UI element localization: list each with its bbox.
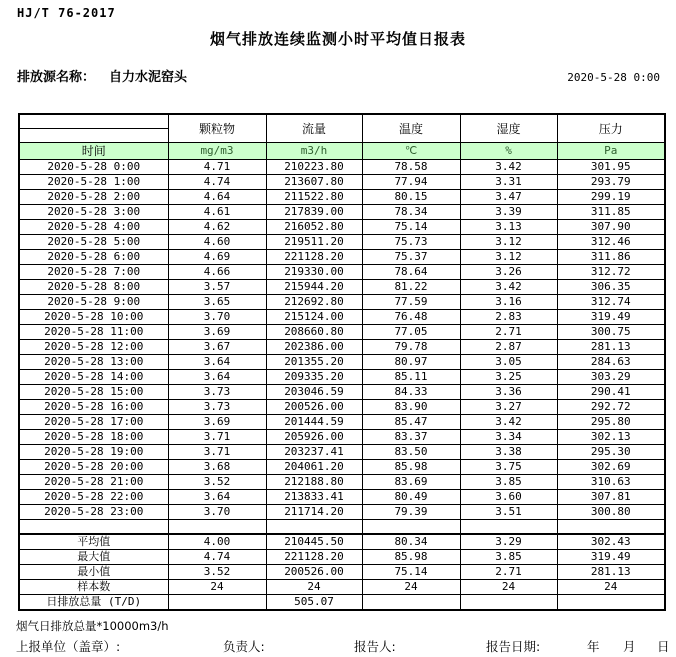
value-cell: 85.11	[362, 370, 460, 385]
table-row	[19, 460, 665, 475]
value-cell: 3.13	[460, 220, 557, 235]
value-cell: 312.46	[557, 235, 665, 250]
value-cell: 201444.59	[266, 415, 362, 430]
value-cell: 83.50	[362, 445, 460, 460]
value-cell: 3.16	[460, 295, 557, 310]
value-cell: 3.64	[168, 370, 266, 385]
value-cell: 3.47	[460, 190, 557, 205]
row-label: 日排放总量 (T/D)	[19, 595, 168, 611]
value-cell: 303.29	[557, 370, 665, 385]
table-row	[19, 265, 665, 280]
reporting-unit-label: 上报单位（盖章）:	[16, 639, 121, 654]
value-cell: 85.98	[362, 550, 460, 565]
month-label: 月	[623, 639, 636, 654]
value-cell: 80.15	[362, 190, 460, 205]
value-cell: 300.75	[557, 325, 665, 340]
value-cell: 217839.00	[266, 205, 362, 220]
value-cell: 75.14	[362, 220, 460, 235]
standard-number: HJ/T 76-2017	[17, 6, 116, 20]
value-cell: 24	[168, 580, 266, 595]
table-row	[19, 400, 665, 415]
value-cell: 4.66	[168, 265, 266, 280]
empty-cell	[557, 520, 665, 535]
value-cell: 203046.59	[266, 385, 362, 400]
value-cell: 205926.00	[266, 430, 362, 445]
value-cell: 79.39	[362, 505, 460, 520]
table-row	[19, 295, 665, 310]
value-cell: 299.19	[557, 190, 665, 205]
table-row	[19, 235, 665, 250]
value-cell: 3.38	[460, 445, 557, 460]
value-cell: 3.42	[460, 280, 557, 295]
emission-source	[17, 66, 187, 85]
value-cell: 3.42	[460, 160, 557, 175]
time-cell: 2020-5-28 13:00	[19, 355, 168, 370]
value-cell: 3.70	[168, 505, 266, 520]
value-cell: 302.43	[557, 534, 665, 550]
total-emission-footnote: 烟气日排放总量*10000m3/h	[16, 619, 169, 633]
spacer-row	[19, 520, 665, 535]
table-row	[19, 415, 665, 430]
col-header-humidity: 湿度	[460, 114, 557, 143]
table-row	[19, 445, 665, 460]
value-cell: 78.64	[362, 265, 460, 280]
emission-source-label: 排放源名称：	[17, 70, 96, 85]
unit-particulate: mg/m3	[168, 143, 266, 160]
value-cell: 83.69	[362, 475, 460, 490]
report-date-label: 报告日期:	[486, 639, 541, 654]
time-cell: 2020-5-28 1:00	[19, 175, 168, 190]
table-row	[19, 550, 665, 565]
value-cell	[557, 595, 665, 611]
day-label: 日	[657, 639, 670, 654]
value-cell: 312.72	[557, 265, 665, 280]
value-cell: 300.80	[557, 505, 665, 520]
value-cell: 200526.00	[266, 400, 362, 415]
value-cell: 3.69	[168, 325, 266, 340]
value-cell: 216052.80	[266, 220, 362, 235]
monitoring-table	[18, 113, 666, 611]
value-cell	[460, 595, 557, 611]
table-row	[19, 190, 665, 205]
time-cell: 2020-5-28 16:00	[19, 400, 168, 415]
value-cell: 4.64	[168, 190, 266, 205]
value-cell: 293.79	[557, 175, 665, 190]
table-row	[19, 580, 665, 595]
empty-cell	[19, 520, 168, 535]
value-cell: 3.65	[168, 295, 266, 310]
value-cell: 3.51	[460, 505, 557, 520]
time-cell: 2020-5-28 14:00	[19, 370, 168, 385]
value-cell: 284.63	[557, 355, 665, 370]
value-cell: 209335.20	[266, 370, 362, 385]
value-cell: 78.58	[362, 160, 460, 175]
value-cell: 24	[557, 580, 665, 595]
value-cell: 4.74	[168, 175, 266, 190]
time-cell: 2020-5-28 12:00	[19, 340, 168, 355]
value-cell: 75.37	[362, 250, 460, 265]
value-cell: 78.34	[362, 205, 460, 220]
emission-source-name: 自力水泥窑头	[109, 70, 188, 85]
reporter-label: 报告人:	[354, 639, 396, 654]
table-row	[19, 340, 665, 355]
value-cell: 2.87	[460, 340, 557, 355]
table-row	[19, 160, 665, 175]
col-header-particulate: 颗粒物	[168, 114, 266, 143]
value-cell	[362, 595, 460, 611]
value-cell: 83.90	[362, 400, 460, 415]
value-cell: 319.49	[557, 550, 665, 565]
units-row	[19, 143, 665, 160]
page-title: 烟气排放连续监测小时平均值日报表	[209, 30, 466, 48]
time-cell: 2020-5-28 7:00	[19, 265, 168, 280]
value-cell: 3.39	[460, 205, 557, 220]
value-cell: 75.73	[362, 235, 460, 250]
table-row	[19, 490, 665, 505]
table-row	[19, 175, 665, 190]
value-cell: 3.67	[168, 340, 266, 355]
value-cell: 85.98	[362, 460, 460, 475]
value-cell	[168, 595, 266, 611]
value-cell: 4.71	[168, 160, 266, 175]
value-cell: 290.41	[557, 385, 665, 400]
value-cell: 208660.80	[266, 325, 362, 340]
row-label: 最大值	[19, 550, 168, 565]
value-cell: 3.71	[168, 445, 266, 460]
time-cell: 2020-5-28 8:00	[19, 280, 168, 295]
value-cell: 302.13	[557, 430, 665, 445]
value-cell: 2.71	[460, 565, 557, 580]
report-datetime: 2020-5-28 0:00	[567, 71, 660, 84]
time-cell: 2020-5-28 17:00	[19, 415, 168, 430]
value-cell: 3.73	[168, 385, 266, 400]
value-cell: 219330.00	[266, 265, 362, 280]
value-cell: 219511.20	[266, 235, 362, 250]
value-cell: 211522.80	[266, 190, 362, 205]
time-cell: 2020-5-28 9:00	[19, 295, 168, 310]
value-cell: 212188.80	[266, 475, 362, 490]
value-cell: 75.14	[362, 565, 460, 580]
value-cell: 221128.20	[266, 550, 362, 565]
value-cell: 79.78	[362, 340, 460, 355]
corner-top	[20, 115, 168, 129]
time-cell: 2020-5-28 5:00	[19, 235, 168, 250]
table-row	[19, 355, 665, 370]
hourly-rows	[19, 160, 665, 520]
value-cell: 80.34	[362, 534, 460, 550]
value-cell: 4.62	[168, 220, 266, 235]
value-cell: 3.73	[168, 400, 266, 415]
col-header-flow: 流量	[266, 114, 362, 143]
summary-rows	[19, 534, 665, 610]
time-header: 时间	[19, 143, 168, 160]
col-header-pressure: 压力	[557, 114, 665, 143]
value-cell: 215124.00	[266, 310, 362, 325]
value-cell: 4.60	[168, 235, 266, 250]
value-cell: 505.07	[266, 595, 362, 611]
empty-cell	[266, 520, 362, 535]
value-cell: 3.52	[168, 475, 266, 490]
value-cell: 281.13	[557, 565, 665, 580]
value-cell: 24	[362, 580, 460, 595]
value-cell: 295.80	[557, 415, 665, 430]
row-label: 样本数	[19, 580, 168, 595]
time-cell: 2020-5-28 11:00	[19, 325, 168, 340]
value-cell: 3.64	[168, 355, 266, 370]
value-cell: 3.60	[460, 490, 557, 505]
value-cell: 3.71	[168, 430, 266, 445]
unit-pressure: Pa	[557, 143, 665, 160]
value-cell: 3.12	[460, 235, 557, 250]
value-cell: 4.74	[168, 550, 266, 565]
source-line	[17, 66, 660, 85]
value-cell: 310.63	[557, 475, 665, 490]
time-cell: 2020-5-28 3:00	[19, 205, 168, 220]
time-cell: 2020-5-28 22:00	[19, 490, 168, 505]
value-cell: 80.97	[362, 355, 460, 370]
time-cell: 2020-5-28 21:00	[19, 475, 168, 490]
table-row	[19, 220, 665, 235]
value-cell: 76.48	[362, 310, 460, 325]
table-row	[19, 430, 665, 445]
row-label: 最小值	[19, 565, 168, 580]
value-cell: 211714.20	[266, 505, 362, 520]
row-label: 平均值	[19, 534, 168, 550]
year-label: 年	[587, 639, 600, 654]
column-header-row	[19, 114, 665, 143]
value-cell: 24	[460, 580, 557, 595]
value-cell: 77.94	[362, 175, 460, 190]
value-cell: 3.05	[460, 355, 557, 370]
value-cell: 3.64	[168, 490, 266, 505]
value-cell: 3.85	[460, 475, 557, 490]
value-cell: 210445.50	[266, 534, 362, 550]
time-cell: 2020-5-28 2:00	[19, 190, 168, 205]
table-row	[19, 310, 665, 325]
unit-flow: m3/h	[266, 143, 362, 160]
time-cell: 2020-5-28 23:00	[19, 505, 168, 520]
value-cell: 203237.41	[266, 445, 362, 460]
value-cell: 201355.20	[266, 355, 362, 370]
value-cell: 221128.20	[266, 250, 362, 265]
value-cell: 3.25	[460, 370, 557, 385]
value-cell: 215944.20	[266, 280, 362, 295]
value-cell: 311.86	[557, 250, 665, 265]
value-cell: 81.22	[362, 280, 460, 295]
value-cell: 3.69	[168, 415, 266, 430]
value-cell: 3.75	[460, 460, 557, 475]
value-cell: 4.00	[168, 534, 266, 550]
value-cell: 77.59	[362, 295, 460, 310]
value-cell: 77.05	[362, 325, 460, 340]
value-cell: 24	[266, 580, 362, 595]
value-cell: 210223.80	[266, 160, 362, 175]
value-cell: 3.29	[460, 534, 557, 550]
time-cell: 2020-5-28 19:00	[19, 445, 168, 460]
value-cell: 200526.00	[266, 565, 362, 580]
value-cell: 292.72	[557, 400, 665, 415]
value-cell: 3.36	[460, 385, 557, 400]
table-row	[19, 565, 665, 580]
value-cell: 281.13	[557, 340, 665, 355]
corner-cell	[19, 114, 168, 143]
value-cell: 84.33	[362, 385, 460, 400]
value-cell: 4.61	[168, 205, 266, 220]
value-cell: 312.74	[557, 295, 665, 310]
time-cell: 2020-5-28 6:00	[19, 250, 168, 265]
value-cell: 202386.00	[266, 340, 362, 355]
value-cell: 83.37	[362, 430, 460, 445]
table-row	[19, 475, 665, 490]
responsible-person-label: 负责人:	[223, 639, 265, 654]
unit-humidity: %	[460, 143, 557, 160]
value-cell: 319.49	[557, 310, 665, 325]
table-row	[19, 325, 665, 340]
value-cell: 307.81	[557, 490, 665, 505]
time-cell: 2020-5-28 0:00	[19, 160, 168, 175]
value-cell: 307.90	[557, 220, 665, 235]
value-cell: 80.49	[362, 490, 460, 505]
table-row	[19, 385, 665, 400]
value-cell: 3.31	[460, 175, 557, 190]
time-cell: 2020-5-28 15:00	[19, 385, 168, 400]
value-cell: 213607.80	[266, 175, 362, 190]
value-cell: 85.47	[362, 415, 460, 430]
table-row	[19, 505, 665, 520]
value-cell: 3.57	[168, 280, 266, 295]
value-cell: 301.95	[557, 160, 665, 175]
time-cell: 2020-5-28 10:00	[19, 310, 168, 325]
value-cell: 2.71	[460, 325, 557, 340]
unit-temperature: ℃	[362, 143, 460, 160]
value-cell: 204061.20	[266, 460, 362, 475]
value-cell: 3.70	[168, 310, 266, 325]
empty-cell	[168, 520, 266, 535]
value-cell: 3.42	[460, 415, 557, 430]
table-row	[19, 250, 665, 265]
col-header-temperature: 温度	[362, 114, 460, 143]
corner-bottom	[20, 129, 168, 142]
value-cell: 3.12	[460, 250, 557, 265]
value-cell: 3.26	[460, 265, 557, 280]
value-cell: 4.69	[168, 250, 266, 265]
table-row	[19, 370, 665, 385]
empty-cell	[362, 520, 460, 535]
value-cell: 3.68	[168, 460, 266, 475]
value-cell: 3.34	[460, 430, 557, 445]
value-cell: 212692.80	[266, 295, 362, 310]
table-row	[19, 595, 665, 611]
table-row	[19, 534, 665, 550]
table-row	[19, 205, 665, 220]
value-cell: 3.85	[460, 550, 557, 565]
signature-line	[0, 637, 676, 653]
time-cell: 2020-5-28 18:00	[19, 430, 168, 445]
time-cell: 2020-5-28 4:00	[19, 220, 168, 235]
time-cell: 2020-5-28 20:00	[19, 460, 168, 475]
value-cell: 2.83	[460, 310, 557, 325]
table-row	[19, 280, 665, 295]
value-cell: 311.85	[557, 205, 665, 220]
value-cell: 213833.41	[266, 490, 362, 505]
value-cell: 302.69	[557, 460, 665, 475]
empty-cell	[460, 520, 557, 535]
value-cell: 3.27	[460, 400, 557, 415]
value-cell: 3.52	[168, 565, 266, 580]
value-cell: 295.30	[557, 445, 665, 460]
value-cell: 306.35	[557, 280, 665, 295]
